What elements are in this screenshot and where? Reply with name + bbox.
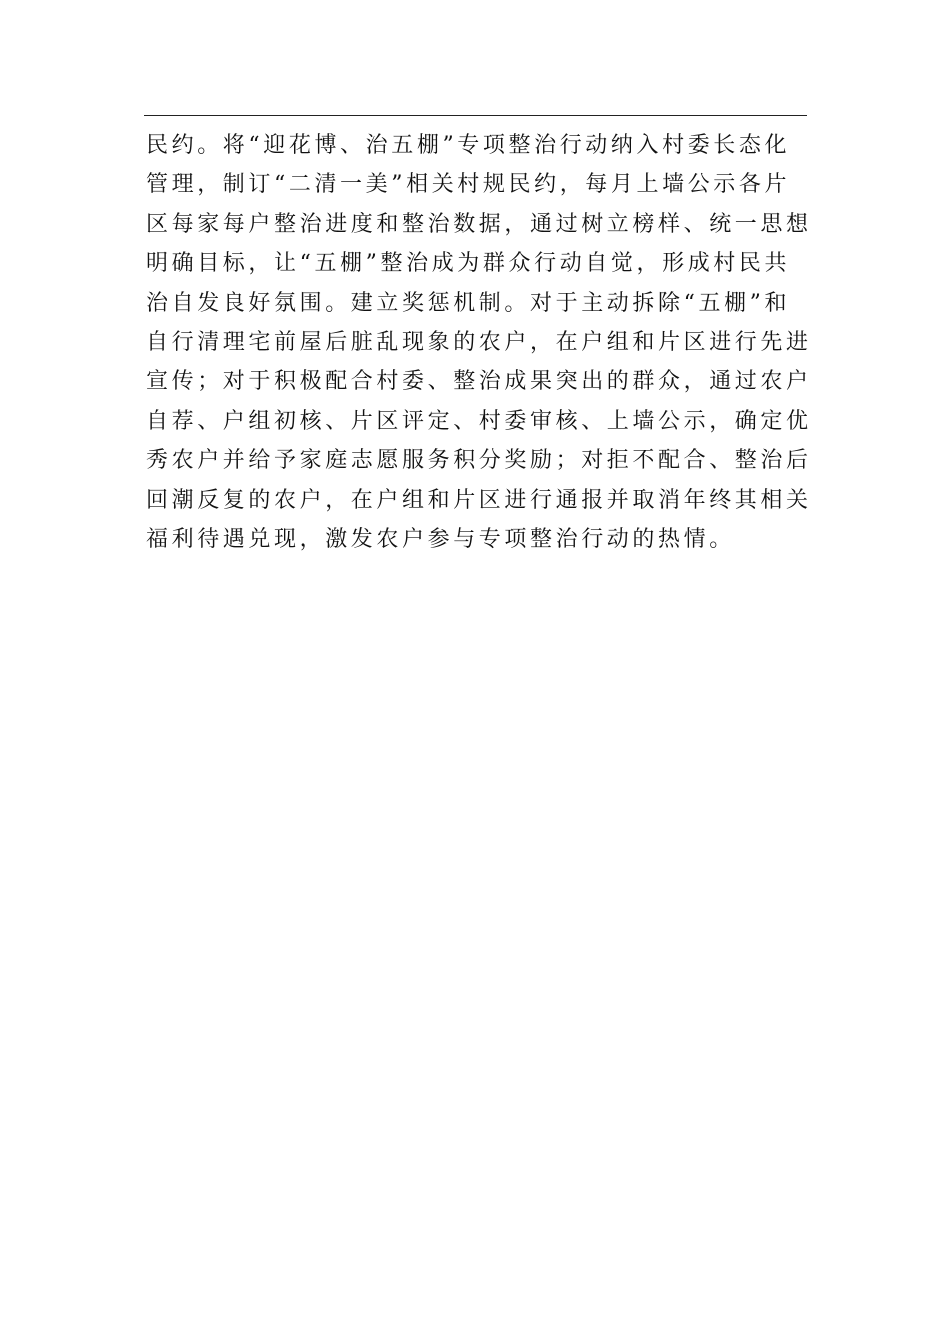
text-line-1: 民约。将“迎花博、治五棚”专项整治行动纳入村委长态化 — [146, 133, 791, 158]
text-line-9: 秀农户并给予家庭志愿服务积分奖励；对拒不配合、整治后 — [146, 448, 812, 474]
text-line-2: 管理，制订“二清一美”相关村规民约，每月上墙公示各片 — [146, 172, 791, 198]
body-paragraph — [146, 126, 816, 559]
text-line-8: 自荐、户组初核、片区评定、村委审核、上墙公示，确定优 — [146, 408, 812, 434]
text-line-7: 宣传；对于积极配合村委、整治成果突出的群众，通过农户 — [146, 369, 812, 395]
text-line-11: 福利待遇兑现，激发农户参与专项整治行动的热情。 — [146, 526, 735, 552]
header-rule — [144, 115, 807, 116]
text-line-4: 明确目标，让“五棚”整治成为群众行动自觉，形成村民共 — [146, 251, 791, 277]
text-line-6: 自行清理宅前屋后脏乱现象的农户，在户组和片区进行先进 — [146, 329, 812, 355]
text-line-3: 区每家每户整治进度和整治数据，通过树立榜样、统一思想 — [146, 211, 812, 237]
text-line-5: 治自发良好氛围。建立奖惩机制。对于主动拆除“五棚”和 — [146, 290, 791, 316]
text-line-10: 回潮反复的农户，在户组和片区进行通报并取消年终其相关 — [146, 487, 812, 513]
